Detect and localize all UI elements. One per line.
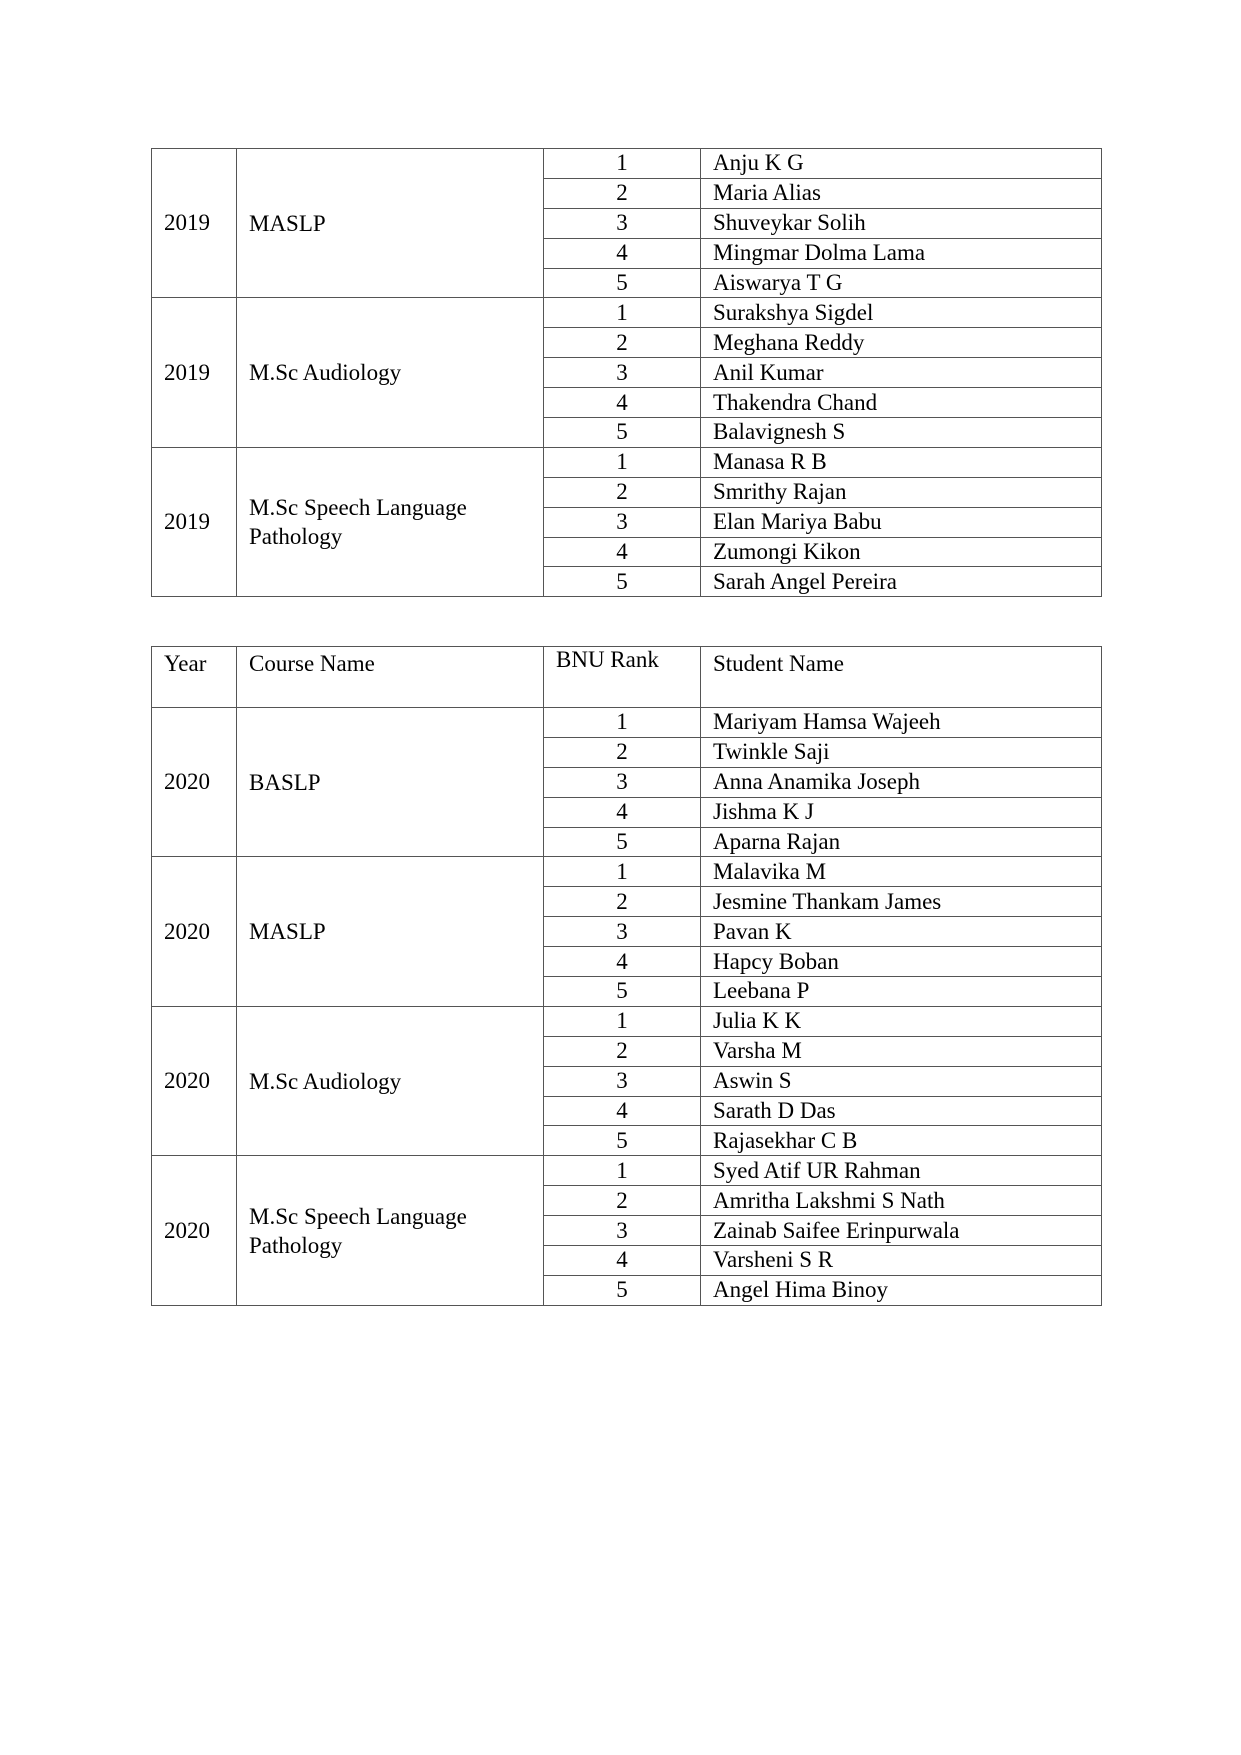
student-name-cell: Hapcy Boban bbox=[701, 947, 1102, 977]
student-name-cell: Zumongi Kikon bbox=[701, 537, 1102, 567]
course-name-cell: M.Sc Speech Language Pathology bbox=[237, 1156, 544, 1305]
student-name-cell: Anju K G bbox=[701, 149, 1102, 179]
student-name-cell: Balavignesh S bbox=[701, 418, 1102, 448]
bnu-rank-cell: 5 bbox=[544, 268, 701, 298]
student-name-cell: Varsheni S R bbox=[701, 1246, 1102, 1276]
bnu-rank-cell: 2 bbox=[544, 178, 701, 208]
year-cell: 2019 bbox=[152, 298, 237, 447]
bnu-rank-cell: 3 bbox=[544, 358, 701, 388]
bnu-rank-cell: 1 bbox=[544, 149, 701, 179]
student-name-cell: Anna Anamika Joseph bbox=[701, 767, 1102, 797]
year-cell: 2020 bbox=[152, 708, 237, 857]
year-cell: 2019 bbox=[152, 149, 237, 298]
table-row bbox=[152, 1156, 1102, 1186]
year-cell: 2020 bbox=[152, 857, 237, 1006]
bnu-rank-cell: 2 bbox=[544, 477, 701, 507]
header-student-name: Student Name bbox=[701, 647, 1102, 708]
rank-table-2019 bbox=[151, 148, 1102, 597]
bnu-rank-cell: 4 bbox=[544, 1246, 701, 1276]
course-name-cell: MASLP bbox=[237, 149, 544, 298]
bnu-rank-cell: 4 bbox=[544, 388, 701, 418]
header-year: Year bbox=[152, 647, 237, 708]
bnu-rank-cell: 5 bbox=[544, 977, 701, 1007]
student-name-cell: Mariyam Hamsa Wajeeh bbox=[701, 708, 1102, 738]
bnu-rank-cell: 4 bbox=[544, 947, 701, 977]
student-name-cell: Malavika M bbox=[701, 857, 1102, 887]
bnu-rank-cell: 1 bbox=[544, 1006, 701, 1036]
student-name-cell: Thakendra Chand bbox=[701, 388, 1102, 418]
student-name-cell: Amritha Lakshmi S Nath bbox=[701, 1186, 1102, 1216]
year-cell: 2020 bbox=[152, 1156, 237, 1305]
student-name-cell: Jesmine Thankam James bbox=[701, 887, 1102, 917]
bnu-rank-cell: 2 bbox=[544, 737, 701, 767]
bnu-rank-cell: 2 bbox=[544, 328, 701, 358]
student-name-cell: Surakshya Sigdel bbox=[701, 298, 1102, 328]
bnu-rank-cell: 5 bbox=[544, 418, 701, 448]
bnu-rank-cell: 1 bbox=[544, 447, 701, 477]
bnu-rank-cell: 3 bbox=[544, 767, 701, 797]
bnu-rank-cell: 1 bbox=[544, 857, 701, 887]
table-row bbox=[152, 298, 1102, 328]
table-row bbox=[152, 708, 1102, 738]
student-name-cell: Leebana P bbox=[701, 977, 1102, 1007]
student-name-cell: Mingmar Dolma Lama bbox=[701, 238, 1102, 268]
bnu-rank-cell: 4 bbox=[544, 1096, 701, 1126]
student-name-cell: Sarath D Das bbox=[701, 1096, 1102, 1126]
student-name-cell: Angel Hima Binoy bbox=[701, 1275, 1102, 1305]
header-course-name: Course Name bbox=[237, 647, 544, 708]
student-name-cell: Smrithy Rajan bbox=[701, 477, 1102, 507]
bnu-rank-cell: 4 bbox=[544, 797, 701, 827]
student-name-cell: Elan Mariya Babu bbox=[701, 507, 1102, 537]
student-name-cell: Maria Alias bbox=[701, 178, 1102, 208]
year-cell: 2020 bbox=[152, 1006, 237, 1155]
student-name-cell: Twinkle Saji bbox=[701, 737, 1102, 767]
student-name-cell: Aiswarya T G bbox=[701, 268, 1102, 298]
year-cell: 2019 bbox=[152, 447, 237, 596]
table-row bbox=[152, 447, 1102, 477]
bnu-rank-cell: 1 bbox=[544, 298, 701, 328]
bnu-rank-cell: 3 bbox=[544, 507, 701, 537]
student-name-cell: Sarah Angel Pereira bbox=[701, 567, 1102, 597]
table-header-row bbox=[152, 647, 1102, 708]
student-name-cell: Aswin S bbox=[701, 1066, 1102, 1096]
student-name-cell: Syed Atif UR Rahman bbox=[701, 1156, 1102, 1186]
student-name-cell: Jishma K J bbox=[701, 797, 1102, 827]
bnu-rank-cell: 3 bbox=[544, 1066, 701, 1096]
student-name-cell: Anil Kumar bbox=[701, 358, 1102, 388]
table-row bbox=[152, 857, 1102, 887]
student-name-cell: Aparna Rajan bbox=[701, 827, 1102, 857]
bnu-rank-cell: 5 bbox=[544, 1275, 701, 1305]
student-name-cell: Zainab Saifee Erinpurwala bbox=[701, 1216, 1102, 1246]
bnu-rank-cell: 2 bbox=[544, 887, 701, 917]
bnu-rank-cell: 3 bbox=[544, 208, 701, 238]
bnu-rank-cell: 1 bbox=[544, 1156, 701, 1186]
student-name-cell: Manasa R B bbox=[701, 447, 1102, 477]
bnu-rank-cell: 2 bbox=[544, 1036, 701, 1066]
header-bnu-rank: BNU Rank bbox=[544, 647, 701, 708]
table-row bbox=[152, 1006, 1102, 1036]
rank-table-2020 bbox=[151, 646, 1102, 1306]
student-name-cell: Julia K K bbox=[701, 1006, 1102, 1036]
bnu-rank-cell: 3 bbox=[544, 917, 701, 947]
bnu-rank-cell: 5 bbox=[544, 1126, 701, 1156]
student-name-cell: Varsha M bbox=[701, 1036, 1102, 1066]
bnu-rank-cell: 2 bbox=[544, 1186, 701, 1216]
bnu-rank-cell: 5 bbox=[544, 827, 701, 857]
course-name-cell: MASLP bbox=[237, 857, 544, 1006]
bnu-rank-cell: 4 bbox=[544, 238, 701, 268]
bnu-rank-cell: 1 bbox=[544, 708, 701, 738]
student-name-cell: Rajasekhar C B bbox=[701, 1126, 1102, 1156]
course-name-cell: M.Sc Audiology bbox=[237, 298, 544, 447]
student-name-cell: Meghana Reddy bbox=[701, 328, 1102, 358]
bnu-rank-cell: 3 bbox=[544, 1216, 701, 1246]
bnu-rank-cell: 5 bbox=[544, 567, 701, 597]
course-name-cell: BASLP bbox=[237, 708, 544, 857]
table-row bbox=[152, 149, 1102, 179]
student-name-cell: Shuveykar Solih bbox=[701, 208, 1102, 238]
course-name-cell: M.Sc Audiology bbox=[237, 1006, 544, 1155]
bnu-rank-cell: 4 bbox=[544, 537, 701, 567]
course-name-cell: M.Sc Speech Language Pathology bbox=[237, 447, 544, 596]
student-name-cell: Pavan K bbox=[701, 917, 1102, 947]
